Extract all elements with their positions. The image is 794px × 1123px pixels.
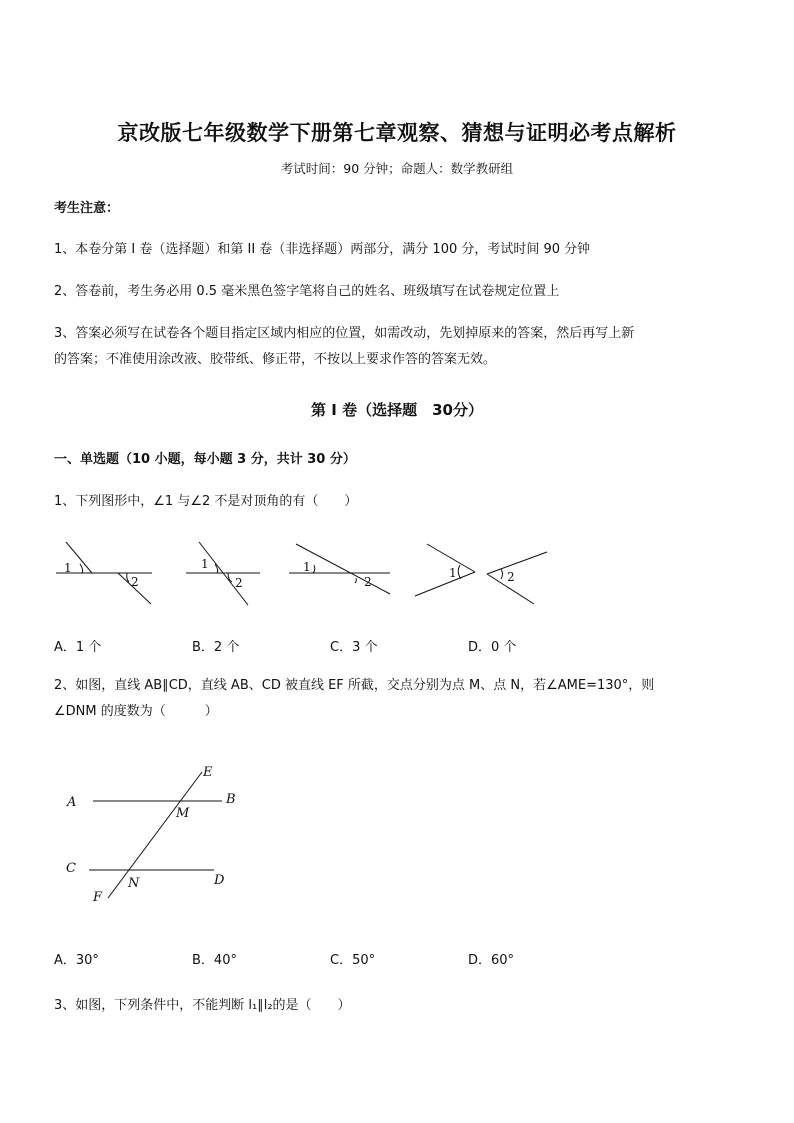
figure-1d-label-2: 2 — [507, 570, 515, 584]
notice-item-3-cont: 的答案；不准使用涂改液、胶带纸、修正带，不按以上要求作答的答案无效。 — [54, 352, 497, 367]
exam-info: 考试时间：90 分钟；命题人：数学教研组 — [280, 161, 514, 176]
question-1-option-a[interactable]: A．1 个 — [54, 640, 102, 655]
question-2-option-a[interactable]: A．30° — [54, 953, 99, 968]
part-heading: 一、单选题（10 小题，每小题 3 分，共计 30 分） — [54, 452, 356, 467]
notice-item-1: 1、本卷分第 I 卷（选择题）和第 II 卷（非选择题）两部分，满分 100 分，考试时间 90 分钟 — [54, 242, 591, 257]
point-label-a: A — [67, 795, 77, 810]
point-label-n: N — [128, 876, 140, 891]
figure-1c-label-1: 1 — [303, 560, 311, 574]
question-1-option-b[interactable]: B．2 个 — [192, 640, 240, 655]
question-1-figures — [0, 530, 794, 620]
figure-1b — [186, 542, 260, 605]
question-2-stem-cont: ∠DNM 的度数为（ ） — [54, 704, 218, 719]
question-1-option-c[interactable]: C．3 个 — [330, 640, 378, 655]
question-2-option-b[interactable]: B．40° — [192, 953, 237, 968]
point-label-e: E — [203, 765, 213, 780]
figure-1c-label-2: 2 — [364, 575, 372, 589]
figure-1c — [289, 544, 390, 594]
figure-1a — [56, 542, 152, 604]
question-2-stem: 2、如图，直线 AB∥CD，直线 AB、CD 被直线 EF 所截，交点分别为点 M、点 N，若∠AME=130°，则 — [54, 678, 655, 693]
question-2-option-c[interactable]: C．50° — [330, 953, 376, 968]
figure-1b-label-1: 1 — [201, 557, 209, 571]
point-label-d: D — [214, 873, 225, 888]
question-2-option-d[interactable]: D．60° — [468, 953, 515, 968]
point-label-f: F — [93, 890, 103, 905]
notice-item-3: 3、答案必须写在试卷各个题目指定区域内相应的位置，如需改动，先划掉原来的答案，然后再写上新 — [54, 326, 635, 341]
section-title: 第 I 卷（选择题 30分） — [311, 401, 483, 419]
figure-1d-label-1: 1 — [449, 566, 457, 580]
point-label-b: B — [226, 792, 236, 807]
question-2-figure — [0, 760, 300, 910]
question-3-stem: 3、如图，下列条件中，不能判断 l₁∥l₂的是（ ） — [54, 998, 351, 1013]
page-title: 京改版七年级数学下册第七章观察、猜想与证明必考点解析 — [117, 120, 677, 145]
point-label-m: M — [176, 806, 190, 821]
question-1-option-d[interactable]: D．0 个 — [468, 640, 517, 655]
figure-1a-label-1: 1 — [64, 561, 72, 575]
notice-item-2: 2、答卷前，考生务必用 0.5 毫米黑色签字笔将自己的姓名、班级填写在试卷规定位置上 — [54, 284, 560, 299]
question-1-stem: 1、下列图形中，∠1 与∠2 不是对顶角的有（ ） — [54, 494, 358, 509]
notice-heading: 考生注意： — [54, 201, 120, 216]
figure-1b-label-2: 2 — [235, 576, 243, 590]
figure-1a-label-2: 2 — [131, 575, 139, 589]
point-label-c: C — [66, 861, 76, 876]
figure-1d — [415, 544, 547, 604]
